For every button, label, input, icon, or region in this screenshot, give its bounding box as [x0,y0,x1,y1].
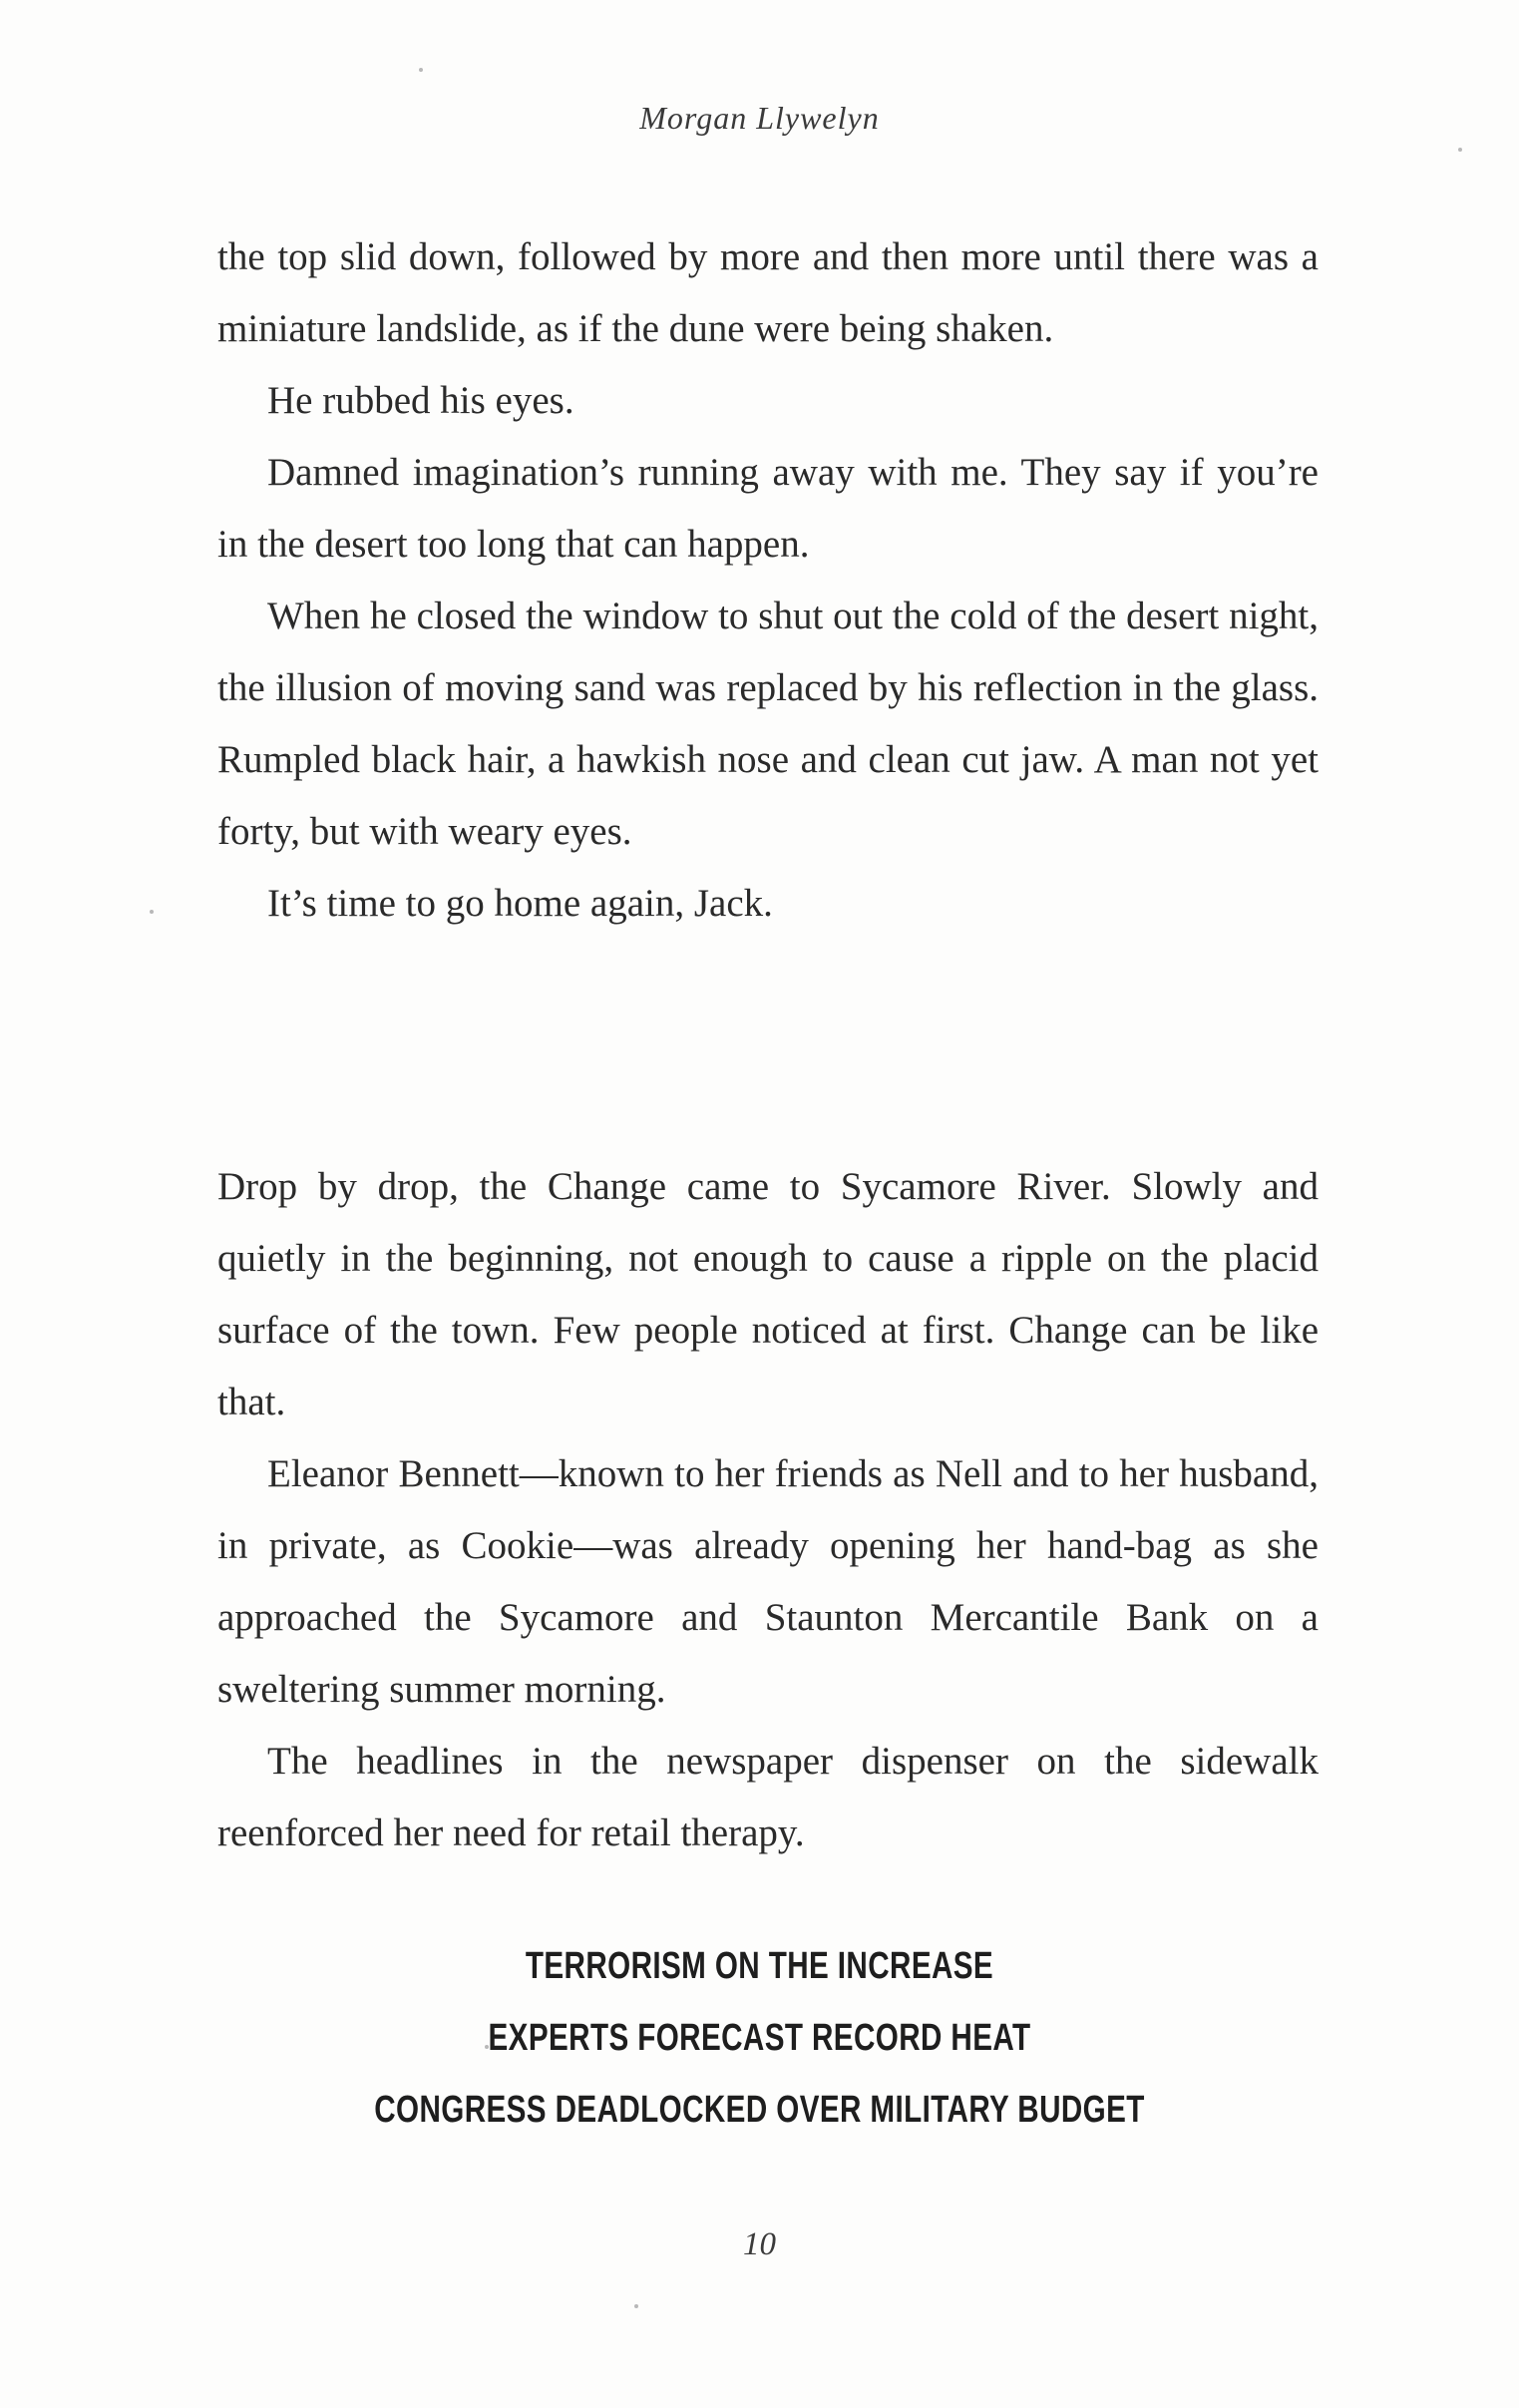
paragraph-imagination: Damned imagination’s running away with me. They say if you’re in the desert too long that can happen. [217,451,1319,566]
running-head-author: Morgan Llywelyn [639,100,880,136]
paper-speck [419,68,423,72]
headline-military-budget: CONGRESS DEADLOCKED OVER MILITARY BUDGET [374,2089,1145,2131]
paper-speck [150,910,154,914]
headline-record-heat: EXPERTS FORECAST RECORD HEAT [488,2017,1031,2059]
paragraph-window-reflection: When he closed the window to shut out the cold of the desert night, the illusion of moving sand was replaced by his reflection in the glass. Rumpled black hair, a hawkish nose and clean cut jaw. A man not yet forty, but with weary eyes. [217,595,1319,853]
paragraph-go-home: It’s time to go home again, Jack. [267,882,773,925]
paper-speck [634,2304,638,2308]
paragraph-headlines-intro: The headlines in the newspaper dispenser on the sidewalk reenforced her need for retail therapy. [217,1740,1319,1854]
newspaper-headlines [168,1930,1352,2146]
page-number: 10 [743,2226,776,2262]
paragraph-eleanor-bennett: Eleanor Bennett—known to her friends as Nell and to her husband, in private, as Cookie—was already opening her hand-bag as she approached the Sycamore and Staunton Mercantile Bank on a sweltering summer morning. [217,1452,1319,1711]
paragraph-change-came: Drop by drop, the Change came to Sycamore River. Slowly and quietly in the beginning, not enough to cause a ripple on the placid surface of the town. Few people noticed at first. Change can be like that. [217,1165,1319,1423]
paragraph-continuation: the top slid down, followed by more and then more until there was a miniature landslide, as if the dune were being shaken. [217,235,1319,350]
section-two [217,1151,1319,1869]
headline-terrorism: TERRORISM ON THE INCREASE [525,1945,994,1987]
paper-speck [485,2045,489,2049]
paragraph-rubbed-eyes: He rubbed his eyes. [267,379,574,422]
section-one [217,221,1319,940]
paper-speck [1458,148,1462,152]
